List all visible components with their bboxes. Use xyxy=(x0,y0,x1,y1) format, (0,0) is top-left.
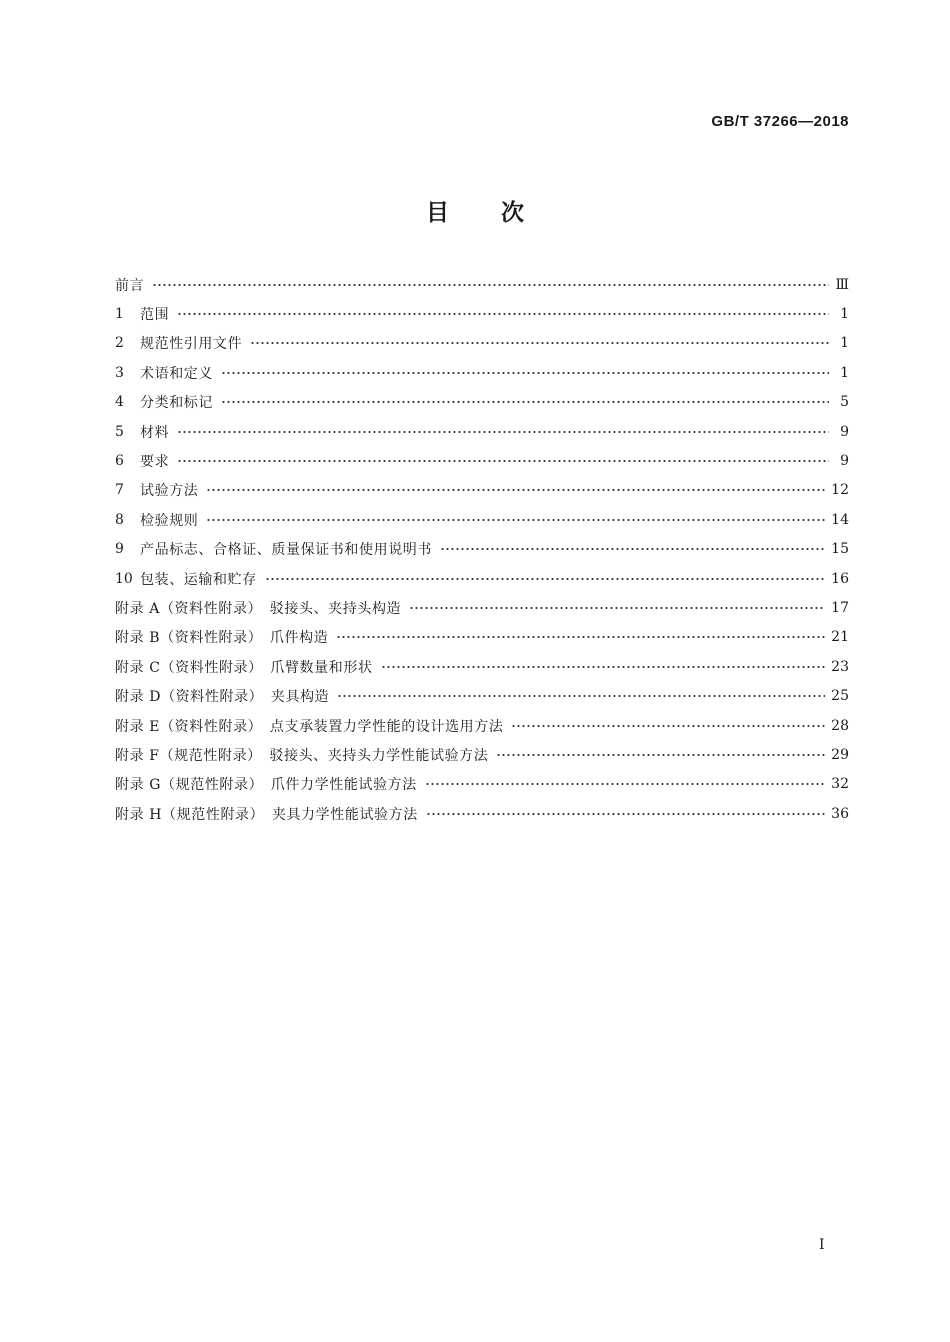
toc-entry-label: 规范性引用文件 xyxy=(140,336,243,353)
toc-entry-page: Ⅲ xyxy=(835,276,849,293)
toc-entry-label: 产品标志、合格证、质量保证书和使用说明书 xyxy=(140,542,432,559)
toc-entry-label: 附录 H（规范性附录） 夹具力学性能试验方法 xyxy=(115,806,418,823)
toc-entry-number: 1 xyxy=(115,306,124,323)
toc-entry-label: 附录 B（资料性附录） 爪件构造 xyxy=(115,630,329,647)
toc-entry-label: 附录 G（规范性附录） 爪件力学性能试验方法 xyxy=(115,777,417,794)
dot-leader xyxy=(425,778,825,790)
toc-entry-number: 9 xyxy=(115,541,124,558)
toc-entry-label: 范围 xyxy=(140,307,170,324)
toc-entry-page: 1 xyxy=(840,364,849,381)
toc-entry-number: 3 xyxy=(115,364,124,381)
toc-entry-page: 1 xyxy=(840,335,849,352)
toc-entry-label: 附录 A（资料性附录） 驳接头、夹持头构造 xyxy=(115,600,402,617)
toc-entry-number: 8 xyxy=(115,511,124,528)
toc-entry-page: 25 xyxy=(831,688,849,705)
toc-entry-page: 5 xyxy=(840,394,849,411)
toc-entry[interactable] xyxy=(115,652,849,681)
toc-entry-page: 9 xyxy=(840,423,849,440)
toc-entry-page: 14 xyxy=(831,511,849,528)
toc-entry-number: 10 xyxy=(115,570,133,587)
dot-leader xyxy=(221,367,829,379)
dot-leader xyxy=(426,808,825,820)
toc-entry-page: 32 xyxy=(831,776,849,793)
toc-entry-label: 要求 xyxy=(140,454,170,471)
dot-leader xyxy=(177,426,829,438)
toc-entry-page: 1 xyxy=(840,306,849,323)
dot-leader xyxy=(206,514,825,526)
toc-entry-number: 4 xyxy=(115,394,124,411)
toc-entry-label: 附录 F（规范性附录） 驳接头、夹持头力学性能试验方法 xyxy=(115,747,489,764)
toc-entry[interactable] xyxy=(115,329,849,358)
toc-entry-label: 附录 D（资料性附录） 夹具构造 xyxy=(115,689,330,706)
toc-entry[interactable] xyxy=(115,299,849,328)
toc-entry-number: 5 xyxy=(115,423,124,440)
toc-entry-number: 7 xyxy=(115,482,124,499)
toc-entry-label: 附录 E（资料性附录） 点支承装置力学性能的设计选用方法 xyxy=(115,718,504,735)
toc-entry[interactable] xyxy=(115,535,849,564)
dot-leader xyxy=(221,396,829,408)
dot-leader xyxy=(206,484,825,496)
toc-entry-page: 16 xyxy=(831,570,849,587)
toc-entry[interactable] xyxy=(115,770,849,799)
dot-leader xyxy=(177,455,829,467)
dot-leader xyxy=(337,690,825,702)
toc-entry[interactable] xyxy=(115,564,849,593)
toc-entry-label: 附录 C（资料性附录） 爪臂数量和形状 xyxy=(115,659,373,676)
toc-entry-label: 试验方法 xyxy=(140,483,199,500)
toc-entry-page: 12 xyxy=(831,482,849,499)
toc-entry[interactable] xyxy=(115,711,849,740)
toc-entry[interactable] xyxy=(115,799,849,828)
standard-code: GB/T 37266—2018 xyxy=(711,113,849,130)
toc-entry[interactable] xyxy=(115,476,849,505)
toc-entry[interactable] xyxy=(115,270,849,299)
toc-entry[interactable] xyxy=(115,681,849,710)
dot-leader xyxy=(265,573,825,585)
toc-entry-page: 17 xyxy=(831,599,849,616)
toc-entry[interactable] xyxy=(115,446,849,475)
toc-entry-number: 2 xyxy=(115,335,124,352)
table-of-contents xyxy=(115,270,849,828)
toc-entry-number: 6 xyxy=(115,453,124,470)
dot-leader xyxy=(511,720,825,732)
toc-entry-page: 36 xyxy=(831,805,849,822)
toc-entry-label: 材料 xyxy=(140,424,170,441)
dot-leader xyxy=(336,631,825,643)
page-title: 目次 xyxy=(426,200,576,226)
toc-entry[interactable] xyxy=(115,388,849,417)
toc-entry[interactable] xyxy=(115,593,849,622)
dot-leader xyxy=(177,308,829,320)
toc-entry-page: 23 xyxy=(831,658,849,675)
toc-entry-page: 29 xyxy=(831,746,849,763)
dot-leader xyxy=(409,602,825,614)
toc-entry-label: 前言 xyxy=(115,277,145,294)
toc-entry[interactable] xyxy=(115,417,849,446)
toc-entry-page: 15 xyxy=(831,541,849,558)
toc-entry-page: 21 xyxy=(831,629,849,646)
toc-entry-page: 9 xyxy=(840,453,849,470)
toc-entry-label: 检验规则 xyxy=(140,512,199,529)
dot-leader xyxy=(440,543,825,555)
dot-leader xyxy=(496,749,825,761)
dot-leader xyxy=(381,661,826,673)
toc-entry[interactable] xyxy=(115,358,849,387)
dot-leader xyxy=(152,279,829,291)
toc-entry-label: 分类和标记 xyxy=(140,395,213,412)
dot-leader xyxy=(250,337,829,349)
toc-entry-page: 28 xyxy=(831,717,849,734)
toc-entry[interactable] xyxy=(115,505,849,534)
toc-entry[interactable] xyxy=(115,740,849,769)
toc-entry-label: 术语和定义 xyxy=(140,365,213,382)
toc-entry-label: 包装、运输和贮存 xyxy=(140,571,257,588)
toc-entry[interactable] xyxy=(115,623,849,652)
page-number: I xyxy=(819,1237,825,1253)
